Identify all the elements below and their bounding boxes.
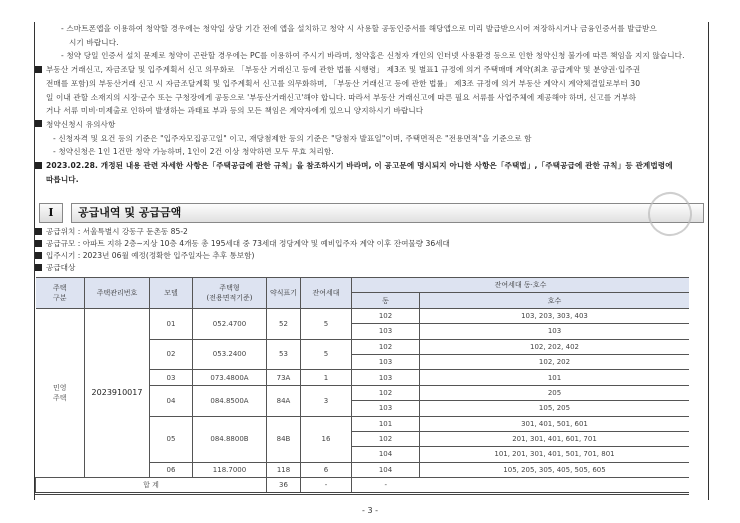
bullet-square-icon xyxy=(35,240,42,247)
ho-cell: 103, 203, 303, 403 xyxy=(420,308,690,323)
ho-cell: 101 xyxy=(420,370,690,385)
bullet-square-icon xyxy=(35,264,42,271)
housing-size-cell: 073.4800A xyxy=(193,370,267,385)
notice-section xyxy=(41,22,707,186)
total-remaining: 36 xyxy=(267,478,301,494)
dong-cell: 102 xyxy=(352,431,420,446)
document-page xyxy=(34,22,709,500)
note-heading: 청약신청시 유의사항 xyxy=(46,119,116,129)
total-label: 합 계 xyxy=(36,478,267,494)
supply-location: 공급위치 : 서울특별시 강동구 둔촌동 85-2 xyxy=(46,227,188,236)
ho-cell: 101, 201, 301, 401, 501, 701, 801 xyxy=(420,447,690,462)
bullet-square-icon xyxy=(35,252,42,259)
short-cell: 53 xyxy=(267,339,301,370)
total-ho: - xyxy=(352,478,420,494)
dong-cell: 102 xyxy=(352,385,420,400)
ho-cell: 201, 301, 401, 601, 701 xyxy=(420,431,690,446)
remaining-cell: 5 xyxy=(301,339,352,370)
note-line: 부동산 거래신고, 자금조달 및 입주계획서 신고 의무화로 「부동산 거래신고 등에 관한 법률 시행령」 제3조 및 별표1 규정에 의거 주택매매 계약(최초 공급계약 및 분양권·입주권 xyxy=(46,65,641,75)
model-cell: 04 xyxy=(150,385,193,416)
total-dong: - xyxy=(301,478,352,494)
remaining-cell: 6 xyxy=(301,462,352,477)
model-cell: 05 xyxy=(150,416,193,462)
supply-scale: 공급규모 : 아파트 지하 2층~지상 10층 4개동 총 195세대 중 73세대 정당계약 및 예비입주자 계약 이후 잔여물량 36세대 xyxy=(46,239,450,248)
dong-cell: 104 xyxy=(352,462,420,477)
housing-size-cell: 084.8800B xyxy=(193,416,267,462)
ho-cell: 105, 205, 305, 405, 505, 605 xyxy=(420,462,690,477)
model-cell: 03 xyxy=(150,370,193,385)
note-line: - 청약신청은 1인 1건만 청약 가능하며, 1인이 2건 이상 청약하면 모두 무효 처리함. xyxy=(53,147,334,157)
note-line: - 신청자격 및 요건 등의 기준은 "입주자모집공고일" 이고, 재당첨제한 등의 기준은 "당첨자 발표일"이며, 주택면적은 "전용면적"을 기준으로 함 xyxy=(53,133,532,143)
dong-cell: 103 xyxy=(352,354,420,369)
note-line: 따릅니다. xyxy=(46,174,79,184)
dong-cell: 102 xyxy=(352,339,420,354)
header-housing-size: 주택형 (전용면적기준) xyxy=(193,278,267,309)
short-cell: 84B xyxy=(267,416,301,462)
note-line: 일 이내 관할 소재지의 시장·군수 또는 구청장에게 공동으로 '부동산거래신고'해야 합니다. 따라서 부동산 거래신고에 따른 필요 서류를 사업주체에 제공해야 하며, 신고를 거부하 xyxy=(46,92,637,102)
ho-cell: 301, 401, 501, 601 xyxy=(420,416,690,431)
note-line: 전매를 포함)의 부동산거래 신고 시 자금조달계획 및 입주계획서 신고를 의무화하며, 「부동산 거래신고 등에 관한 법률」 제3조 규정에 의거 부동산 계약시 계약체결일로부터 30 xyxy=(46,78,641,88)
ho-cell: 105, 205 xyxy=(420,401,690,416)
supply-table xyxy=(35,277,689,495)
housing-size-cell: 053.2400 xyxy=(193,339,267,370)
header-remaining: 잔여세대 xyxy=(301,278,352,309)
ho-cell: 102, 202 xyxy=(420,354,690,369)
header-model: 모델 xyxy=(150,278,193,309)
dong-cell: 102 xyxy=(352,308,420,323)
dong-cell: 103 xyxy=(352,324,420,339)
remaining-cell: 5 xyxy=(301,308,352,339)
supply-target: 공급대상 xyxy=(46,263,76,272)
header-mgmt-no: 주택관리번호 xyxy=(85,278,150,309)
supply-info xyxy=(35,226,450,274)
mgmt-no-cell: 2023910017 xyxy=(85,308,150,477)
short-cell: 118 xyxy=(267,462,301,477)
dong-cell: 103 xyxy=(352,401,420,416)
model-cell: 01 xyxy=(150,308,193,339)
bullet-square-icon xyxy=(35,66,42,73)
model-cell: 06 xyxy=(150,462,193,477)
short-cell: 84A xyxy=(267,385,301,416)
header-dong-ho: 잔여세대 동·호수 xyxy=(352,278,690,293)
ho-cell: 205 xyxy=(420,385,690,400)
bullet-square-icon xyxy=(35,228,42,235)
dong-cell: 104 xyxy=(352,447,420,462)
note-line: - 청약 당일 인증서 설치 문제로 청약이 곤란할 경우에는 PC를 이용하여 주시기 바라며, 청약홈은 신청자 개인의 인터넷 사용환경 등으로 인한 청약신청 불가에 따른 책임을 지지 않습니다. xyxy=(61,51,685,61)
short-cell: 73A xyxy=(267,370,301,385)
header-housing-type: 주택 구분 xyxy=(36,278,85,309)
bullet-square-icon xyxy=(35,120,42,127)
housing-size-cell: 118.7000 xyxy=(193,462,267,477)
header-ho: 호수 xyxy=(420,293,690,308)
page-number: - 3 - xyxy=(362,506,378,515)
bullet-square-icon xyxy=(35,162,42,169)
dong-cell: 103 xyxy=(352,370,420,385)
model-cell: 02 xyxy=(150,339,193,370)
section-number: I xyxy=(39,203,63,223)
remaining-cell: 1 xyxy=(301,370,352,385)
total-row xyxy=(36,478,690,494)
header-dong: 동 xyxy=(352,293,420,308)
section-title: 공급내역 및 공급금액 xyxy=(71,203,704,223)
dong-cell: 101 xyxy=(352,416,420,431)
housing-size-cell: 084.8500A xyxy=(193,385,267,416)
note-line: 시기 바랍니다. xyxy=(69,37,119,47)
housing-size-cell: 052.4700 xyxy=(193,308,267,339)
section-heading xyxy=(39,203,704,223)
ho-cell: 102, 202, 402 xyxy=(420,339,690,354)
remaining-cell: 16 xyxy=(301,416,352,462)
housing-type-cell: 민영 주택 xyxy=(36,308,85,477)
remaining-cell: 3 xyxy=(301,385,352,416)
note-line: - 스마트폰앱을 이용하여 청약할 경우에는 청약일 상당 기간 전에 앱을 설치하고 청약 시 사용할 공동인증서를 해당앱으로 미리 발급받으시어 저장하시거나 금융인증서를 발급받으 xyxy=(61,24,657,33)
note-line: 2023.02.28. 개정된 내용 관련 자세한 사항은「주택공급에 관한 규칙」을 참조하시기 바라며, 이 공고문에 명시되지 아니한 사항은「주택법」,「주택공급에 관한 규칙」등 관계법령에 xyxy=(46,161,673,171)
move-in-date: 입주시기 : 2023년 06월 예정(정확한 입주일자는 추후 통보함) xyxy=(46,251,255,260)
seal-stamp xyxy=(642,186,698,242)
ho-cell: 103 xyxy=(420,324,690,339)
table-row xyxy=(36,308,690,323)
note-line: 거나 서류 미비·미제출로 인하여 발생하는 과태료 부과 등의 모든 책임은 계약자에게 있으니 양지하시기 바랍니다 xyxy=(46,106,424,116)
header-short: 약식표기 xyxy=(267,278,301,309)
short-cell: 52 xyxy=(267,308,301,339)
